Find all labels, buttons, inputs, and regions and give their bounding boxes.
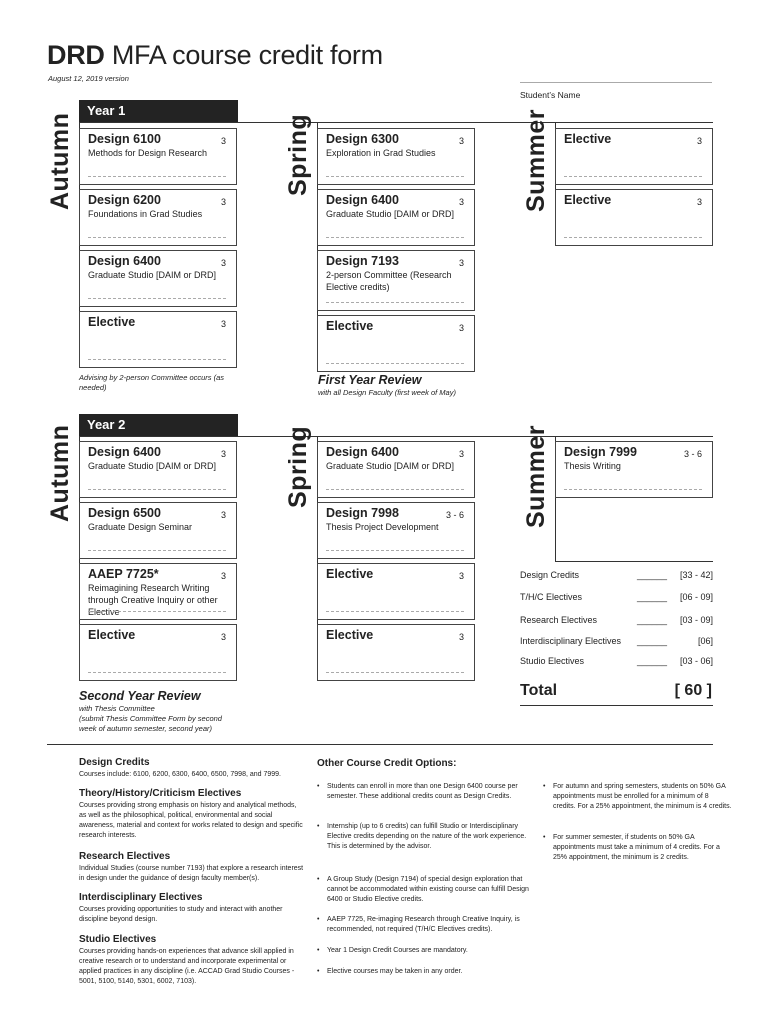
total-label: Total	[520, 682, 558, 699]
course-description: Graduate Studio [DAIM or DRD]	[88, 461, 217, 471]
course-description: Exploration in Grad Studies	[326, 148, 436, 158]
course-name: Design 7998	[326, 506, 399, 520]
course-box[interactable]	[317, 441, 475, 498]
definition-heading: Interdisciplinary Electives	[79, 892, 203, 903]
course-description: 2-person Committee (Research Elective credits)	[326, 270, 452, 292]
definition-body: Courses providing opportunities to study and interact with another discipline beyond design.	[79, 906, 283, 923]
divider	[79, 436, 713, 437]
grade-line[interactable]	[88, 611, 226, 612]
course-box[interactable]	[79, 563, 237, 620]
course-description: Thesis Writing	[564, 461, 621, 471]
course-description: Graduate Studio [DAIM or DRD]	[326, 461, 455, 471]
course-credits: 3	[696, 197, 702, 207]
course-description: Graduate Studio [DAIM or DRD]	[88, 270, 217, 280]
course-description: Graduate Design Seminar	[88, 522, 193, 532]
grade-line[interactable]	[326, 363, 464, 364]
season-summer-label: Summer	[522, 108, 550, 212]
definition-heading: Studio Electives	[79, 934, 157, 945]
course-name: Elective	[564, 193, 612, 207]
course-credits: 3	[458, 136, 464, 146]
grade-line[interactable]	[564, 237, 702, 238]
course-box[interactable]	[317, 315, 475, 372]
course-box[interactable]	[317, 563, 475, 620]
advising-note: Advising by 2-person Committee occurs (as needed)	[79, 373, 225, 392]
total-value: [ 60 ]	[674, 682, 712, 699]
credit-row-blank[interactable]: ______	[637, 615, 668, 625]
course-credits: 3	[458, 449, 464, 459]
course-name: Elective	[326, 628, 374, 642]
credit-row-range: [03 - 06]	[679, 656, 713, 666]
course-name: Design 6400	[88, 445, 161, 459]
course-name: Design 6300	[326, 132, 399, 146]
second-year-review-note: (submit Thesis Committee Form by second week of autumn semester, second year)	[79, 714, 222, 733]
course-box[interactable]	[79, 250, 237, 307]
grade-line[interactable]	[88, 359, 226, 360]
course-box[interactable]	[555, 189, 713, 246]
grade-line[interactable]	[326, 237, 464, 238]
course-name: Elective	[326, 567, 374, 581]
course-credits: 3	[458, 197, 464, 207]
option-bullet: • Internship (up to 6 credits) can fulfill Studio or Interdisciplinary Elective credits depending on the nature of the work experience. This is determined by the advisor.	[317, 822, 532, 852]
grade-line[interactable]	[564, 489, 702, 490]
divider	[79, 122, 713, 123]
credit-row-label: Research Electives	[520, 615, 598, 625]
course-credits: 3	[220, 319, 226, 329]
course-credits: 3	[220, 449, 226, 459]
course-credits: 3	[458, 571, 464, 581]
course-credits: 3	[220, 197, 226, 207]
course-description: Methods for Design Research	[88, 148, 208, 158]
grade-line[interactable]	[88, 237, 226, 238]
course-box[interactable]	[317, 128, 475, 185]
course-box[interactable]	[79, 128, 237, 185]
course-box[interactable]	[79, 311, 237, 368]
second-year-review: Second Year Review	[79, 689, 201, 703]
year1-label: Year 1	[79, 100, 238, 122]
definition-heading: Theory/History/Criticism Electives	[79, 788, 242, 799]
grade-line[interactable]	[326, 611, 464, 612]
option-bullet: • For autumn and spring semesters, students on 50% GA appointments must be enrolled for a minimum of 8 credits. For a 25% appointment, the minimum is 4 credits.	[543, 782, 733, 812]
course-name: Design 6400	[326, 193, 399, 207]
season-spring-label: Spring	[284, 113, 312, 196]
first-year-review: First Year Review	[318, 373, 422, 387]
other-options-heading: Other Course Credit Options:	[317, 758, 457, 769]
course-name: AAEP 7725*	[88, 567, 159, 581]
student-name-line[interactable]	[520, 82, 712, 83]
credit-row-range: [06 - 09]	[679, 592, 713, 602]
course-name: Elective	[88, 315, 136, 329]
season-summer-label: Summer	[522, 424, 550, 528]
credit-row-blank[interactable]: ______	[637, 636, 668, 646]
course-name: Elective	[564, 132, 612, 146]
credit-row-blank[interactable]: ______	[637, 570, 668, 580]
course-credits: 3	[458, 258, 464, 268]
option-bullet: • AAEP 7725, Re-imaging Research through Creative Inquiry, is recommended, not required (T/H/C Electives credits).	[317, 915, 532, 935]
course-credits: 3	[458, 323, 464, 333]
course-name: Design 6500	[88, 506, 161, 520]
definition-body: Courses include: 6100, 6200, 6300, 6400, 6500, 7998, and 7999.	[79, 771, 281, 778]
divider	[47, 744, 713, 745]
credit-row-label: Design Credits	[520, 570, 580, 580]
course-box[interactable]	[555, 128, 713, 185]
year2-label: Year 2	[79, 414, 238, 436]
credit-row-label: T/H/C Electives	[520, 592, 583, 602]
credit-row-range: [06]	[697, 636, 713, 646]
course-credits: 3	[696, 136, 702, 146]
first-year-review-note: with all Design Faculty (first week of May)	[318, 388, 456, 397]
course-box[interactable]	[317, 624, 475, 681]
course-credits: 3	[220, 510, 226, 520]
course-name: Design 6400	[88, 254, 161, 268]
second-year-review-note: with Thesis Committee	[79, 704, 155, 713]
course-credits: 3	[220, 571, 226, 581]
course-box[interactable]	[317, 250, 475, 311]
course-box[interactable]	[555, 441, 713, 498]
definition-body: Courses providing strong emphasis on history and analytical methods, as well as the philosophical, political, environmental and social awareness, material and context for works related to design and specific research interests.	[79, 802, 303, 839]
course-name: Design 6100	[88, 132, 161, 146]
version-date: August 12, 2019 version	[48, 74, 129, 83]
course-description: Reimagining Research Writing through Creative Inquiry or other Elective	[88, 583, 218, 617]
credit-row-blank[interactable]: ______	[637, 592, 668, 602]
course-credits: 3	[458, 632, 464, 642]
course-name: Design 6200	[88, 193, 161, 207]
credit-row-range: [33 - 42]	[679, 570, 713, 580]
option-bullet: • Year 1 Design Credit Courses are mandatory.	[317, 946, 532, 956]
credit-row-range: [03 - 09]	[679, 615, 713, 625]
course-box[interactable]	[79, 624, 237, 681]
course-description: Graduate Studio [DAIM or DRD]	[326, 209, 455, 219]
definition-heading: Research Electives	[79, 851, 171, 862]
course-description: Foundations in Grad Studies	[88, 209, 203, 219]
credit-row-label: Studio Electives	[520, 656, 585, 666]
option-bullet: • A Group Study (Design 7194) of special design exploration that cannot be accommodated within existing course can fulfill Design 6400 or Studio Elective credits.	[317, 875, 532, 905]
divider	[555, 561, 713, 562]
definition-heading: Design Credits	[79, 757, 150, 768]
grade-line[interactable]	[326, 489, 464, 490]
course-name: Design 7193	[326, 254, 399, 268]
grade-line[interactable]	[88, 489, 226, 490]
season-autumn-label: Autumn	[46, 424, 74, 522]
grade-line[interactable]	[88, 176, 226, 177]
course-credits: 3	[220, 136, 226, 146]
option-bullet: • Elective courses may be taken in any order.	[317, 967, 532, 977]
credit-row-label: Interdisciplinary Electives	[520, 636, 622, 646]
grade-line[interactable]	[564, 176, 702, 177]
course-credits: 3	[220, 632, 226, 642]
season-autumn-label: Autumn	[46, 112, 74, 210]
course-description: Thesis Project Development	[326, 522, 439, 532]
season-spring-label: Spring	[284, 425, 312, 508]
definition-body: Individual Studies (course number 7193) that explore a research interest in design under the guidance of design faculty member(s).	[79, 865, 304, 882]
credit-row-blank[interactable]: ______	[637, 656, 668, 666]
course-credits: 3 - 6	[683, 449, 702, 459]
course-name: Elective	[88, 628, 136, 642]
option-bullet: • For summer semester, if students on 50% GA appointments must take a minimum of 4 credits. For a 25% appointment, the minimum is 2 credits.	[543, 833, 733, 863]
grade-line[interactable]	[88, 672, 226, 673]
course-name: Elective	[326, 319, 374, 333]
course-credits: 3 - 6	[445, 510, 464, 520]
grade-line[interactable]	[326, 176, 464, 177]
divider	[520, 705, 713, 706]
student-name-label: Student’s Name	[520, 90, 581, 100]
option-bullet: • Students can enroll in more than one Design 6400 course per semester. These additional credits count as Design Credits.	[317, 782, 532, 802]
grade-line[interactable]	[326, 302, 464, 303]
grade-line[interactable]	[326, 550, 464, 551]
page-title: DRD MFA course credit form	[47, 40, 383, 70]
course-credits: 3	[220, 258, 226, 268]
course-name: Design 6400	[326, 445, 399, 459]
course-box[interactable]	[317, 502, 475, 559]
course-box[interactable]	[317, 189, 475, 246]
course-box[interactable]	[79, 189, 237, 246]
course-box[interactable]	[79, 441, 237, 498]
grade-line[interactable]	[326, 672, 464, 673]
grade-line[interactable]	[88, 550, 226, 551]
definition-body: Courses providing hands-on experiences that advance skill applied in creative research or to understand and incorporate experimental or applied practices in any discipline (i.e. ACCAD Grad Studio Courses - 5001, 5100, 5140, 5301, 6002, 7103).	[79, 948, 295, 985]
course-box[interactable]	[79, 502, 237, 559]
course-name: Design 7999	[564, 445, 637, 459]
grade-line[interactable]	[88, 298, 226, 299]
